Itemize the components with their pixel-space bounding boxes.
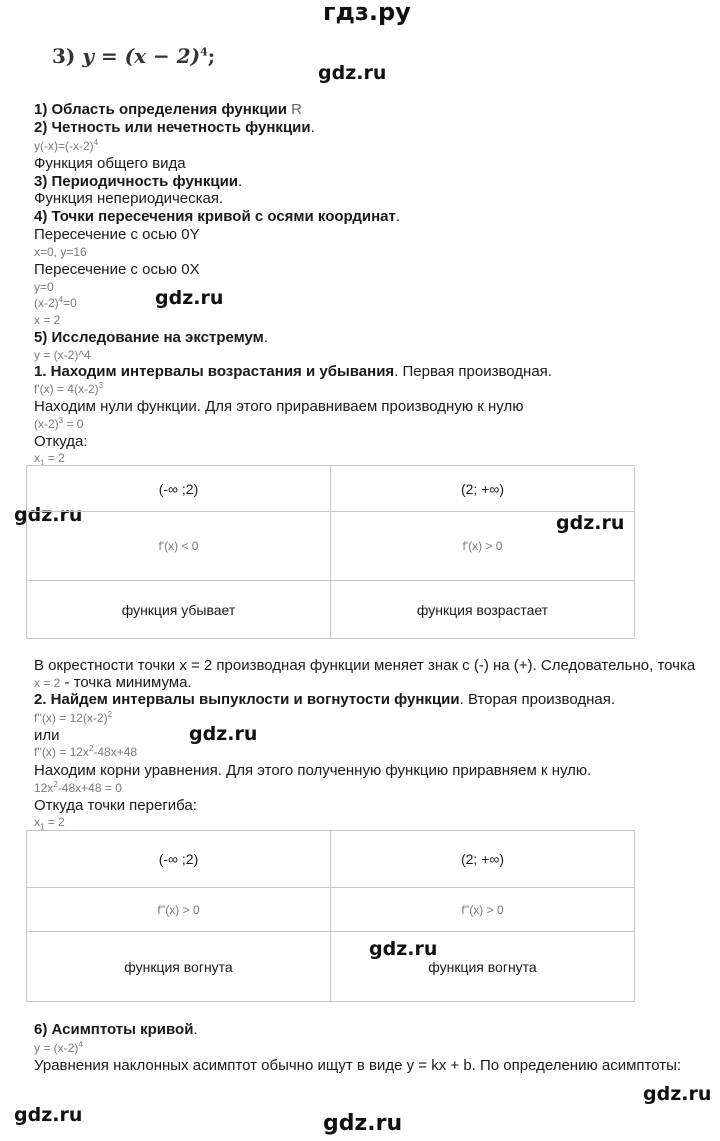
formula-power: 4 xyxy=(93,138,99,147)
section-5-heading xyxy=(34,329,268,346)
table-header-cell: (-∞ ;2) xyxy=(27,466,331,512)
convexity-table xyxy=(26,830,635,1002)
formula-text: = 2 xyxy=(44,451,65,465)
formula-subscript: 1 xyxy=(40,822,45,832)
parity-formula xyxy=(34,139,98,153)
subsection-2-title: 2. Найдем интервалы выпуклости и вогнутости функции xyxy=(34,691,460,708)
table-cell: f''(x) > 0 xyxy=(27,888,331,932)
asymptote-text: Уравнения наклонных асимптот обычно ищут в виде y = kx + b. По определению асимптоты: xyxy=(34,1057,682,1074)
watermark: gdz.ru xyxy=(189,723,258,745)
table-header-cell: (2; +∞) xyxy=(331,831,635,888)
formula-text: f'(x) = 4(x-2) xyxy=(34,382,99,396)
zeros-text: Находим нули функции. Для этого приравниваем производную к нулю xyxy=(34,398,524,415)
section-4-heading xyxy=(34,208,400,225)
second-derivative-expanded xyxy=(34,745,137,759)
watermark: gdz.ru xyxy=(318,62,387,84)
table-cell: функция вогнута xyxy=(27,932,331,1002)
domain-value: R xyxy=(291,101,302,118)
problem-power: 4 xyxy=(200,45,208,59)
table-row xyxy=(27,932,635,1002)
formula-text: f''(x) = 12(x-2) xyxy=(34,711,108,725)
table-row xyxy=(27,512,635,581)
formula-text: f''(x) = 12x xyxy=(34,745,89,759)
whence-text: Откуда: xyxy=(34,433,88,450)
formula-text: x = 2 xyxy=(34,676,61,690)
table-cell: функция убывает xyxy=(27,581,331,639)
table-row xyxy=(27,466,635,512)
monotonicity-table xyxy=(26,465,635,639)
formula-power: 3 xyxy=(58,416,64,425)
watermark: gdz.ru xyxy=(14,504,83,526)
problem-number: 3) xyxy=(52,44,76,68)
subsection-2 xyxy=(34,691,615,708)
ox-x-value: x = 2 xyxy=(34,313,61,327)
asymptote-function xyxy=(34,1041,83,1055)
section-6-title: 6) Асимптоты кривой xyxy=(34,1021,194,1038)
section-1-title: 1) Область определения функции xyxy=(34,101,287,118)
formula-text: x xyxy=(34,815,40,829)
table-cell: функция вогнута xyxy=(331,932,635,1002)
problem-heading xyxy=(52,44,215,68)
roots-text: Находим корни уравнения. Для этого полученную функцию приравняем к нулю. xyxy=(34,762,592,779)
table-row xyxy=(27,831,635,888)
formula-text: -48x+48 = 0 xyxy=(57,781,122,795)
first-derivative xyxy=(34,382,103,396)
subsection-1-rest: . Первая производная. xyxy=(394,363,552,380)
table-row xyxy=(27,888,635,932)
x1-value xyxy=(34,451,65,468)
dot: . xyxy=(310,119,315,136)
dot: . xyxy=(263,329,268,346)
oy-values: x=0, y=16 xyxy=(34,245,87,259)
parity-text: Функция общего вида xyxy=(34,155,186,172)
formula-power: 4 xyxy=(78,1040,83,1049)
subsection-1-title: 1. Находим интервалы возрастания и убывания xyxy=(34,363,395,380)
table-cell: функция возрастает xyxy=(331,581,635,639)
table-header-cell: (2; +∞) xyxy=(331,466,635,512)
periodicity-text: Функция непериодическая. xyxy=(34,190,224,207)
section-5-title: 5) Исследование на экстремум xyxy=(34,329,264,346)
root-equation xyxy=(34,781,122,795)
subsection-1 xyxy=(34,363,552,380)
second-derivative xyxy=(34,711,112,725)
problem-formula: y = (x − 2) xyxy=(82,44,201,68)
minimum-text: В окрестности точки x = 2 производная функции меняет знак с (-) на (+). Следовательно, точка xyxy=(34,657,696,674)
formula-text: y(-x)=(-x-2) xyxy=(34,139,94,153)
section-4-title: 4) Точки пересечения кривой с осями координат xyxy=(34,208,396,225)
table-header-cell: (-∞ ;2) xyxy=(27,831,331,888)
formula-power: 2 xyxy=(88,744,94,753)
or-text: или xyxy=(34,727,60,744)
watermark: gdz.ru xyxy=(643,1083,712,1105)
ox-y0: y=0 xyxy=(34,280,54,294)
ox-label: Пересечение с осью 0X xyxy=(34,261,200,278)
table-row xyxy=(27,581,635,639)
watermark-bottom: gdz.ru xyxy=(323,1111,403,1136)
dot: . xyxy=(238,173,243,190)
watermark: gdz.ru xyxy=(369,938,438,960)
problem-tail: ; xyxy=(207,44,216,68)
table-cell: f''(x) > 0 xyxy=(331,888,635,932)
ox-equation xyxy=(34,296,77,310)
formula-power: 3 xyxy=(98,381,104,390)
watermark: gdz.ru xyxy=(556,512,625,534)
formula-text: =0 xyxy=(63,296,77,310)
section-2-heading xyxy=(34,119,315,136)
minimum-label: - точка минимума. xyxy=(60,674,192,691)
formula-text: = 0 xyxy=(63,417,84,431)
formula-power: 4 xyxy=(58,295,64,304)
formula-power: 2 xyxy=(53,780,58,789)
formula-text: -48x+48 xyxy=(93,745,138,759)
formula-text: x xyxy=(34,451,40,465)
zero-equation xyxy=(34,417,83,431)
formula-text: = 2 xyxy=(44,815,65,829)
watermark-top: гдз.ру xyxy=(323,0,411,26)
formula-subscript: 1 xyxy=(40,458,45,468)
table-cell: f'(x) > 0 xyxy=(331,512,635,581)
section-6-heading xyxy=(34,1021,198,1038)
subsection-2-rest: . Вторая производная. xyxy=(459,691,616,708)
watermark: gdz.ru xyxy=(155,287,224,309)
watermark: gdz.ru xyxy=(14,1104,83,1126)
formula-text: (x-2) xyxy=(34,417,59,431)
section-3-title: 3) Периодичность функции xyxy=(34,173,239,190)
section-3-heading xyxy=(34,173,242,190)
dot: . xyxy=(395,208,400,225)
formula-power: 2 xyxy=(107,710,113,719)
oy-label: Пересечение с осью 0Y xyxy=(34,226,200,243)
table-cell: f'(x) < 0 xyxy=(27,512,331,581)
section-1 xyxy=(34,101,302,118)
formula-text: 12x xyxy=(34,781,54,795)
formula-text: (x-2) xyxy=(34,296,59,310)
minimum-point xyxy=(34,674,192,691)
formula-text: y = (x-2) xyxy=(34,1041,79,1055)
section-2-title: 2) Четность или нечетность функции xyxy=(34,119,311,136)
x1-value xyxy=(34,815,65,832)
inflection-text: Откуда точки перегиба: xyxy=(34,797,197,814)
function-formula: y = (x-2)^4 xyxy=(34,348,91,362)
dot: . xyxy=(193,1021,198,1038)
